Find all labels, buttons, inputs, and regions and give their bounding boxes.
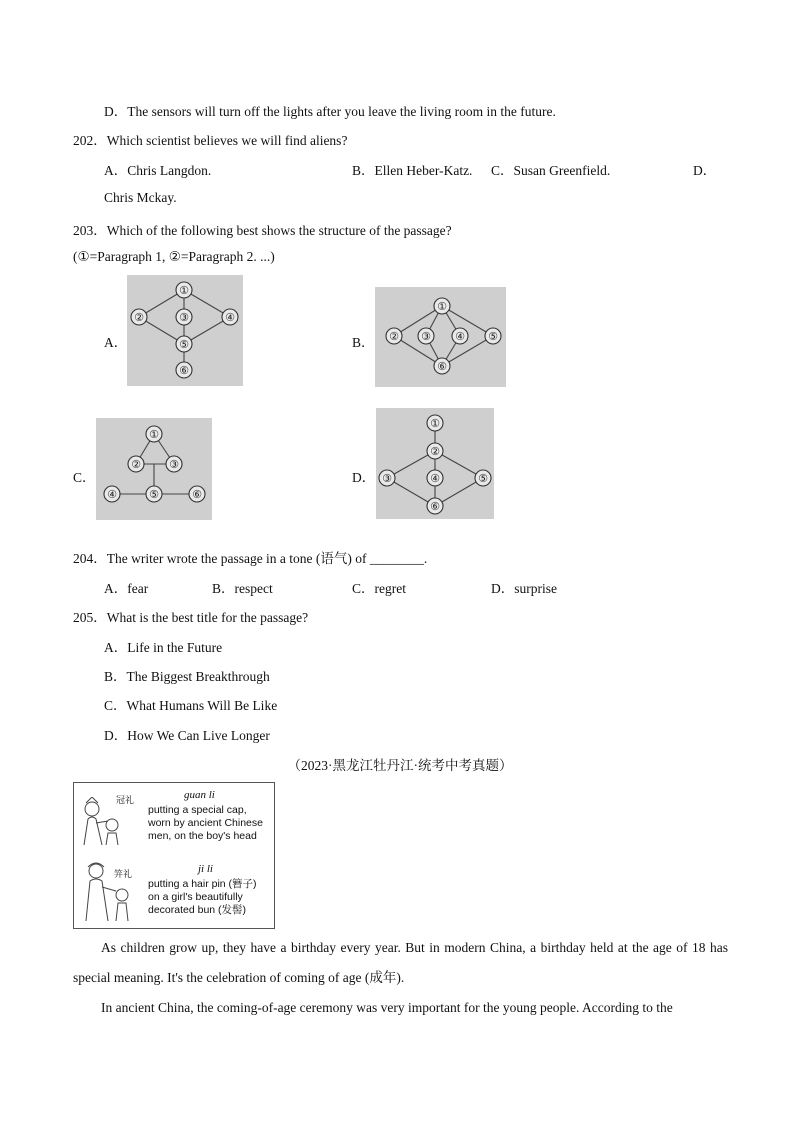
diagram-node-2 [128,456,144,472]
diagram-node-4 [104,486,120,502]
q204-option-d: D．surprise [491,581,557,596]
svg-text:⑤: ⑤ [179,338,189,351]
q203-option-b-label: B． [352,335,375,350]
q202-stem: 202．Which scientist believes we will find aliens? [73,133,348,148]
svg-text:①: ① [430,417,440,430]
q202-option-d: D． [693,163,717,178]
diagram-node-2 [386,328,402,344]
svg-text:②: ② [134,311,144,324]
q203-diagram-d [376,408,494,519]
q202-option-a: A．Chris Langdon. [104,163,212,178]
q203-diagram-b [375,287,506,387]
q205-option-b: B．The Biggest Breakthrough [104,669,270,684]
q205-option-a: A．Life in the Future [104,640,223,655]
q203-option-a-label: A． [104,335,128,350]
svg-text:③: ③ [382,472,392,485]
svg-text:③: ③ [179,311,189,324]
guanli-chinese: 冠礼 [116,796,135,806]
svg-text:④: ④ [430,472,440,485]
diagram-node-3 [418,328,434,344]
q204-option-b: B．respect [212,581,273,596]
diagram-node-4 [427,470,443,486]
guanli-description: putting a special cap, worn by ancient Chinese men, on the boy's head [148,804,263,842]
q204-option-a: A．fear [104,581,149,596]
diagram-node-4 [222,309,238,325]
svg-text:⑥: ⑥ [192,488,202,501]
svg-text:②: ② [430,445,440,458]
diagram-node-3 [379,470,395,486]
svg-text:⑤: ⑤ [488,330,498,343]
ceremony-illustration [73,782,275,929]
diagram-edge [442,306,493,336]
q203-diagram-c [96,418,212,520]
q203-option-d-label: D． [352,470,376,485]
svg-text:⑥: ⑥ [179,364,189,377]
svg-text:③: ③ [169,458,179,471]
diagram-node-3 [166,456,182,472]
passage-paragraph-1: As children grow up, they have a birthday every year. But in modern China, a birthday held at the age of 18 has special meaning. It's the celebration of coming of age (成年). [73,940,728,985]
svg-text:⑤: ⑤ [478,472,488,485]
jili-description: putting a hair pin (簪子) on a girl's beautifully decorated bun (发髻) [148,878,257,916]
diagram-node-6 [189,486,205,502]
svg-text:②: ② [389,330,399,343]
svg-text:⑥: ⑥ [437,360,447,373]
diagram-node-6 [434,358,450,374]
q205-stem: 205．What is the best title for the passage? [73,610,309,625]
diagram-node-5 [485,328,501,344]
diagram-node-1 [176,282,192,298]
svg-text:④: ④ [225,311,235,324]
svg-text:⑤: ⑤ [149,488,159,501]
svg-text:②: ② [131,458,141,471]
q205-option-c: C．What Humans Will Be Like [104,698,278,713]
svg-text:③: ③ [421,330,431,343]
svg-text:⑥: ⑥ [430,500,440,513]
q202-option-c: C．Susan Greenfield. [491,163,611,178]
diagram-node-1 [434,298,450,314]
diagram-node-2 [427,443,443,459]
diagram-node-1 [146,426,162,442]
diagram-node-4 [452,328,468,344]
diagram-node-5 [176,336,192,352]
diagram-node-2 [131,309,147,325]
jili-chinese: 笄礼 [114,870,133,880]
source-line: （2023·黑龙江牡丹江·统考中考真题） [287,758,513,773]
jili-pinyin: ji li [198,863,213,875]
q204-stem: 204．The writer wrote the passage in a tone (语气) of ________. [73,551,428,566]
diagram-node-6 [427,498,443,514]
svg-text:①: ① [179,284,189,297]
svg-text:④: ④ [107,488,117,501]
diagram-edge [442,336,493,366]
q204-option-c: C．regret [352,581,406,596]
q203-diagram-a [127,275,243,386]
q201-option-d: D．The sensors will turn off the lights after you leave the living room in the future. [104,104,556,119]
svg-text:①: ① [149,428,159,441]
q203-option-c-label: C． [73,470,96,485]
svg-text:①: ① [437,300,447,313]
q205-option-d: D．How We Can Live Longer [104,728,270,743]
diagram-node-5 [475,470,491,486]
guanli-pinyin: guan li [184,789,215,801]
diagram-node-3 [176,309,192,325]
diagram-node-1 [427,415,443,431]
diagram-node-5 [146,486,162,502]
svg-text:④: ④ [455,330,465,343]
diagram-node-6 [176,362,192,378]
q202-option-d-text: Chris Mckay. [104,190,177,205]
passage-paragraph-2: In ancient China, the coming-of-age ceremony was very important for the young people. According to the [101,1000,673,1015]
q203-note: (①=Paragraph 1, ②=Paragraph 2. ...) [73,249,275,264]
q203-stem: 203．Which of the following best shows the structure of the passage? [73,223,452,238]
q202-option-b: B．Ellen Heber-Katz. [352,163,473,178]
